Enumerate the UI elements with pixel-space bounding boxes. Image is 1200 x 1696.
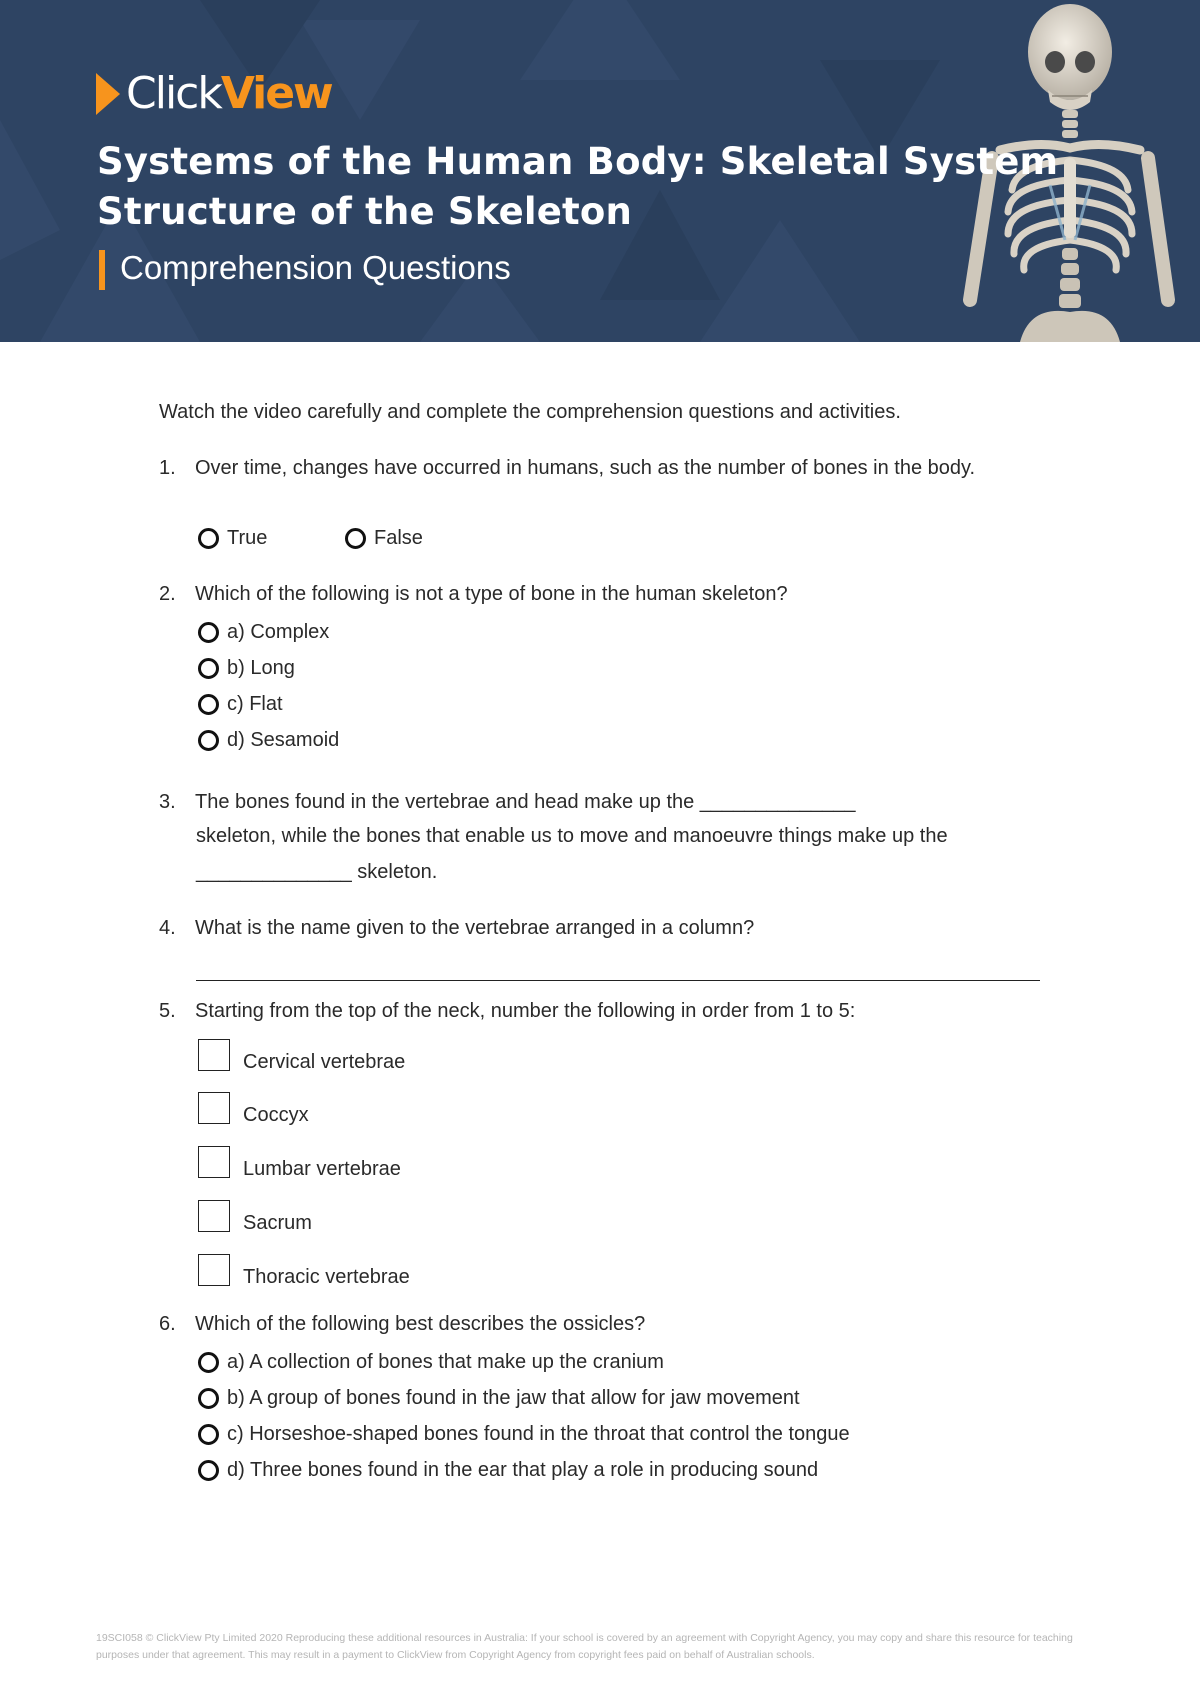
radio-option-a[interactable] [198,1351,664,1374]
radio-icon[interactable] [198,694,219,715]
section-heading: Comprehension Questions [120,249,511,286]
copyright-footer: 19SCI058 © ClickView Pty Limited 2020 Reproducing these additional resources in Australia: If your school is covered by an agreement with Copyright Agency, you may copy and share this resource for teaching purposes under that agreement. This may result in a payment to ClickView from Copyright Agency from copyright fees paid on behalf of Australian schools. [96,1632,1073,1661]
option-label: Thoracic vertebrae [243,1266,410,1288]
answer-line[interactable] [196,980,1040,981]
radio-option-d[interactable] [198,1459,818,1482]
option-label: True [227,527,268,549]
radio-icon[interactable] [198,1352,219,1373]
question-text: Which of the following is not a type of bone in the human skeleton? [195,583,788,605]
radio-option-c[interactable] [198,1423,850,1446]
radio-icon[interactable] [198,730,219,751]
option-label: c) Flat [227,693,283,715]
option-label: d) Sesamoid [227,729,340,751]
option-label: d) Three bones found in the ear that play a role in producing sound [227,1459,819,1481]
order-box-sacrum[interactable] [198,1196,312,1235]
radio-icon[interactable] [198,622,219,643]
number-box[interactable] [198,1039,230,1071]
question-text: Which of the following best describes the ossicles? [195,1313,646,1335]
option-label: Sacrum [243,1212,312,1234]
subtitle-accent-bar [99,250,105,290]
radio-icon[interactable] [198,1388,219,1409]
question-number: 6. [159,1313,176,1335]
question-text: What is the name given to the vertebrae arranged in a column? [195,917,755,939]
radio-option-c[interactable] [198,693,283,716]
page-subtitle: Structure of the Skeleton [97,190,633,233]
radio-option-false[interactable] [345,527,423,550]
logo-word-click: Click [126,68,221,119]
radio-option-a[interactable] [198,621,329,644]
header-banner [0,0,1200,342]
page-title: Systems of the Human Body: Skeletal System [97,140,1059,183]
order-box-lumbar[interactable] [198,1142,401,1181]
logo-word-view: View [220,68,332,119]
radio-icon[interactable] [198,528,219,549]
option-label: c) Horseshoe-shaped bones found in the throat that control the tongue [227,1423,850,1445]
clickview-logo[interactable] [96,68,332,120]
number-box[interactable] [198,1146,230,1178]
number-box[interactable] [198,1200,230,1232]
option-label: Lumbar vertebrae [243,1158,401,1180]
question-number: 4. [159,917,176,939]
question-number: 1. [159,457,176,479]
radio-icon[interactable] [198,1424,219,1445]
radio-icon[interactable] [198,658,219,679]
option-label: Coccyx [243,1104,309,1126]
radio-option-b[interactable] [198,1387,800,1410]
order-box-thoracic[interactable] [198,1250,410,1289]
question-text-line2: skeleton, while the bones that enable us to move and manoeuvre things make up the [196,825,948,847]
option-label: False [374,527,423,549]
option-label: Cervical vertebrae [243,1051,406,1073]
radio-option-d[interactable] [198,729,339,752]
question-number: 2. [159,583,176,605]
instructions: Watch the video carefully and complete the comprehension questions and activities. [159,401,901,423]
option-label: b) A group of bones found in the jaw that allow for jaw movement [227,1387,800,1409]
radio-option-true[interactable] [198,527,267,550]
question-text: Starting from the top of the neck, number the following in order from 1 to 5: [195,1000,856,1022]
radio-icon[interactable] [198,1460,219,1481]
question-text: Over time, changes have occurred in humans, such as the number of bones in the body. [195,457,976,479]
question-number: 3. [159,791,176,813]
option-label: a) A collection of bones that make up the cranium [227,1351,664,1373]
radio-icon[interactable] [345,528,366,549]
question-number: 5. [159,1000,176,1022]
question-text-line3: ______________ skeleton. [196,861,438,883]
option-label: b) Long [227,657,295,679]
option-label: a) Complex [227,621,330,643]
order-box-cervical[interactable] [198,1035,405,1074]
play-icon [96,73,120,115]
radio-option-b[interactable] [198,657,295,680]
number-box[interactable] [198,1092,230,1124]
question-text-line1: The bones found in the vertebrae and head make up the ______________ [195,791,856,813]
order-box-coccyx[interactable] [198,1088,309,1127]
number-box[interactable] [198,1254,230,1286]
